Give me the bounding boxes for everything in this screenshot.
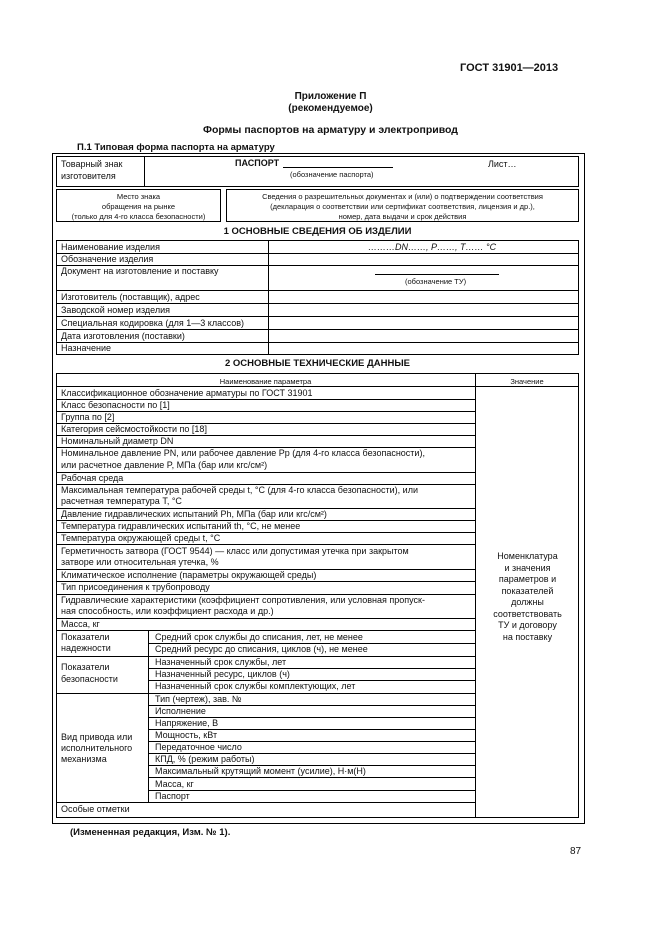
reliability-label-1: Показатели (61, 632, 110, 642)
drive-label-2: исполнительного (61, 743, 133, 753)
s2-row-4: Категория сейсмостойкости по [18] (61, 424, 207, 434)
drive-row-8: Масса, кг (155, 779, 194, 789)
s2-row-3: Группа по [2] (61, 412, 115, 422)
s2-row-7: Рабочая среда (61, 473, 124, 483)
s1-tu-designation: (обозначение ТУ) (405, 277, 467, 286)
s2-row-8b: расчетная температура T, °С (61, 496, 182, 506)
s1-row-7: Дата изготовления (поставки) (61, 331, 185, 341)
drive-label-1: Вид привода или (61, 732, 133, 742)
s2-row-14: Тип присоединения к трубопроводу (61, 582, 210, 592)
standard-number: ГОСТ 31901—2013 (460, 62, 559, 74)
passport-label: ПАСПОРТ (235, 158, 280, 168)
forms-title: Формы паспортов на арматуру и электропривод (203, 124, 458, 136)
s2-row-12a: Герметичность затвора (ГОСТ 9544) — класс или допустимая утечка при закрытом (61, 546, 409, 556)
drive-row-6: КПД, % (режим работы) (155, 754, 255, 764)
sheet-label: Лист… (488, 159, 517, 169)
safety-row-3: Назначенный срок службы комплектующих, лет (155, 681, 356, 691)
drive-row-9: Паспорт (155, 791, 190, 801)
section2-title: 2 ОСНОВНЫЕ ТЕХНИЧЕСКИЕ ДАННЫЕ (224, 358, 411, 369)
permit-1: Сведения о разрешительных документах и (или) о подтверждении соответствия (262, 192, 543, 201)
s2-row-10: Температура гидравлических испытаний th, °С, не менее (61, 521, 301, 531)
s2-row-1: Классификационное обозначение арматуры по ГОСТ 31901 (61, 388, 313, 398)
appendix-title: Приложение П (294, 91, 367, 102)
drive-row-1: Тип (чертеж), зав. № (155, 694, 242, 704)
drive-row-7: Максимальный крутящий момент (усилие), Н·м(Н) (155, 766, 366, 776)
amendment-note: (Измененная редакция, Изм. № 1). (70, 827, 231, 838)
safety-label-2: безопасности (61, 674, 118, 684)
safety-row-1: Назначенный срок службы, лет (155, 657, 287, 667)
s2-row-15b: ная способность, или коэффициент расхода и др.) (61, 606, 274, 616)
safety-row-2: Назначенный ресурс, циклов (ч) (155, 669, 290, 679)
s2-row-8a: Максимальная температура рабочей среды t, °С (для 4-го класса безопасности), или (61, 485, 418, 495)
s2-row-15a: Гидравлические характеристики (коэффициент сопротивления, или условная пропуск- (61, 595, 425, 605)
drive-row-3: Напряжение, В (155, 718, 219, 728)
s1-row-3: Документ на изготовление и поставку (61, 266, 219, 276)
safety-label-1: Показатели (61, 662, 110, 672)
s1-row-8: Назначение (61, 343, 112, 353)
mark-place-3: (только для 4-го класса безопасности) (71, 212, 206, 221)
trademark-label-2: изготовителя (61, 171, 116, 181)
s1-row-4: Изготовитель (поставщик), адрес (61, 292, 200, 302)
s2-row-13: Климатическое исполнение (параметры окружающей среды) (61, 570, 317, 580)
reliability-row-1: Средний срок службы до списания, лет, не менее (155, 632, 363, 642)
section1-title: 1 ОСНОВНЫЕ СВЕДЕНИЯ ОБ ИЗДЕЛИИ (223, 226, 412, 237)
col-param: Наименование параметра (219, 377, 312, 386)
trademark-label: Товарный знак (61, 159, 123, 169)
reliability-label-2: надежности (61, 643, 111, 653)
drive-row-2: Исполнение (155, 706, 206, 716)
passport-designation: (обозначение паспорта) (290, 170, 374, 179)
s2-row-6b: или расчетное давление P, МПа (бар или кгс/см²) (61, 460, 268, 470)
mark-place-2: обращения на рынке (101, 202, 176, 211)
reliability-row-2: Средний ресурс до списания, циклов (ч), не менее (155, 644, 368, 654)
s1-row-2: Обозначение изделия (61, 254, 154, 264)
appendix-subtitle: (рекомендуемое) (288, 103, 373, 114)
s2-row-11: Температура окружающей среды t, °С (61, 533, 221, 543)
appendix-heading (0, 91, 661, 115)
col-value: Значение (510, 377, 544, 386)
permit-2: (декларация о соответствии или сертификат соответствия, лицензия и др.), (270, 202, 535, 211)
section-p1-title: П.1 Типовая форма паспорта на арматуру (77, 142, 275, 153)
s1-row-1: Наименование изделия (61, 242, 160, 252)
s1-row-5: Заводской номер изделия (61, 305, 170, 315)
special-marks: Особые отметки (61, 804, 130, 814)
mark-place-1: Место знака (116, 192, 161, 201)
value-note: Номенклатура и значения параметров и показателей должны соответствовать ТУ и договору на поставку (493, 551, 562, 642)
s1-row-6: Специальная кодировка (для 1—3 классов) (61, 318, 244, 328)
s2-row-16: Масса, кг (61, 619, 100, 629)
s2-row-2: Класс безопасности по [1] (61, 400, 170, 410)
page-number: 87 (570, 846, 582, 857)
drive-label-3: механизма (61, 754, 107, 764)
s1-name-value: ………DN……, P……, T…… °C (368, 242, 497, 252)
s2-row-6a: Номинальное давление PN, или рабочее давление Pр (для 4-го класса безопасности), (61, 448, 425, 458)
drive-row-4: Мощность, кВт (155, 730, 218, 740)
permit-3: номер, дата выдачи и срок действия (338, 212, 467, 221)
s2-row-12b: затворе или относительная утечка, % (61, 557, 219, 567)
s2-row-5: Номинальный диаметр DN (61, 436, 174, 446)
drive-row-5: Передаточное число (155, 742, 242, 752)
s2-row-9: Давление гидравлических испытаний Ph, МПа (бар или кгс/см²) (61, 509, 327, 519)
